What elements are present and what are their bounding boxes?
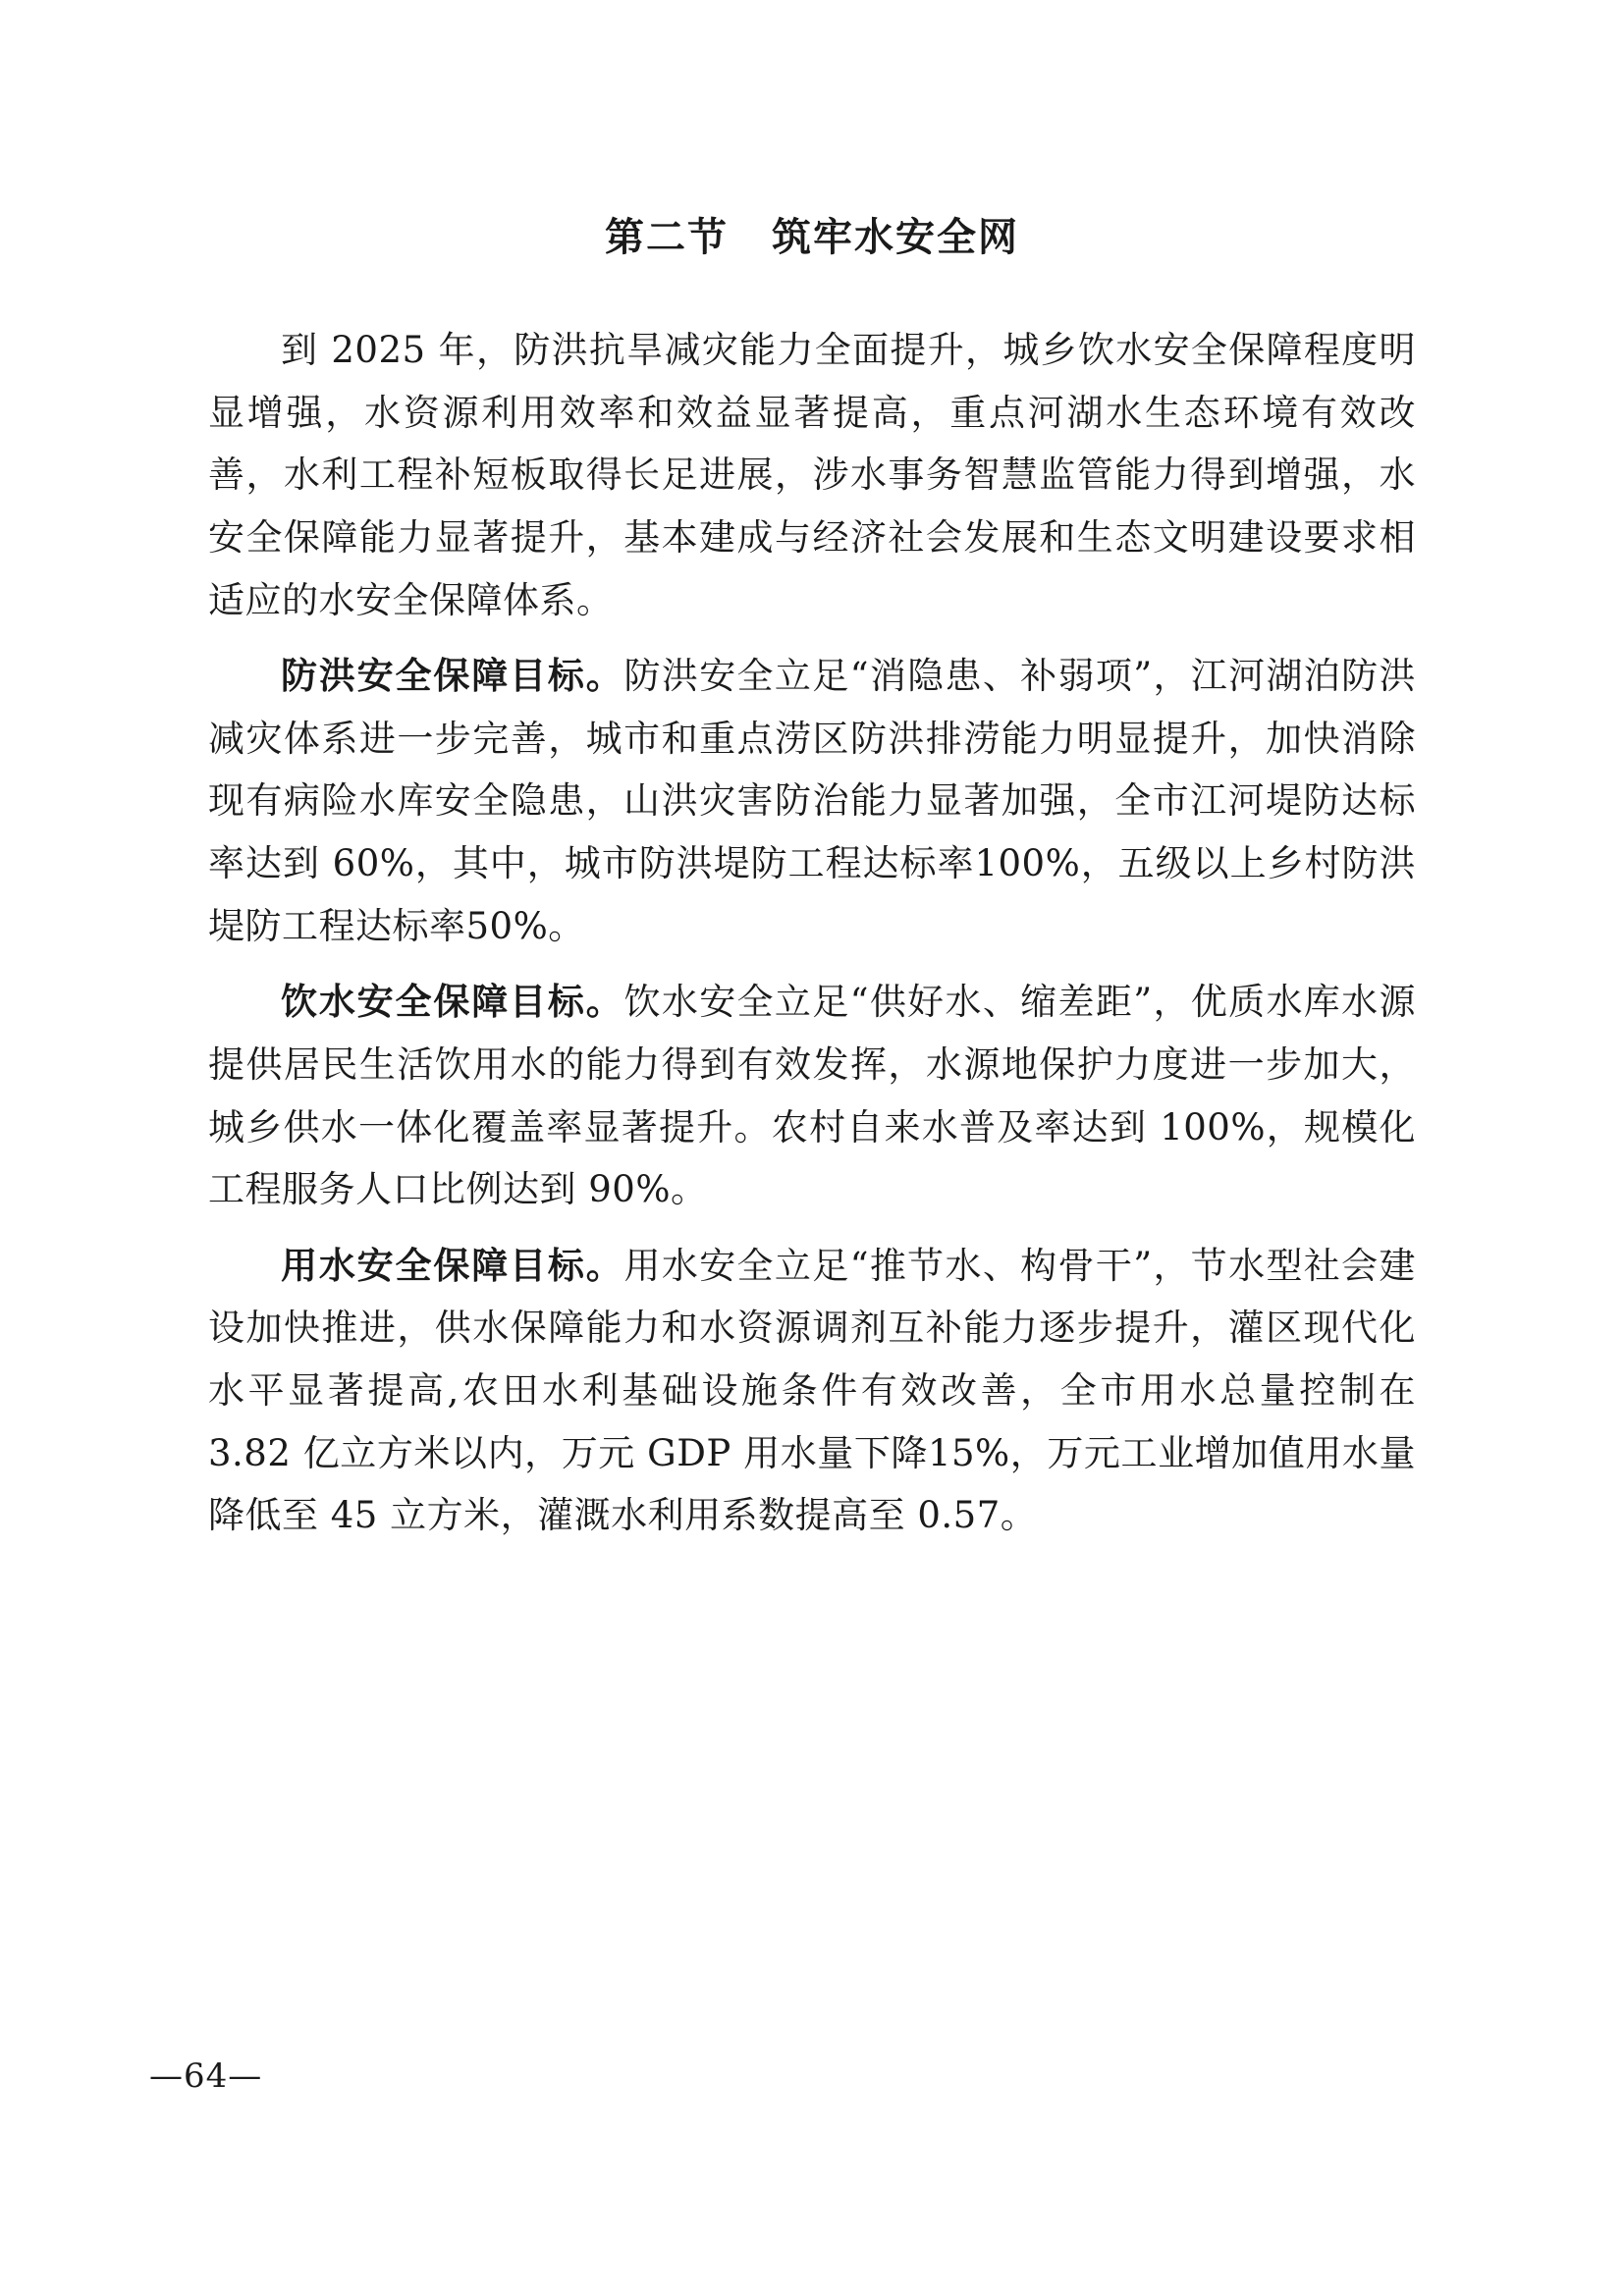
section-title-name: 筑牢水安全网 <box>772 215 1019 260</box>
paragraph-drinking-water-safety <box>208 971 1416 1221</box>
paragraph-text: 到 2025 年，防洪抗旱减灾能力全面提升，城乡饮水安全保障程度明显增强，水资源利用效率和效益显著提高，重点河湖水生态环境有效改善，水利工程补短板取得长足进展，涉水事务智慧监管能力得到增强，水安全保障能力显著提升，基本建成与经济社会发展和生态文明建设要求相适应的水安全保障体系。 <box>208 329 1416 621</box>
page-content <box>208 206 1416 1561</box>
page-number: —64— <box>149 2056 263 2096</box>
section-title-prefix: 第二节 <box>605 215 729 260</box>
paragraph-intro <box>208 319 1416 631</box>
paragraph-lead: 用水安全保障目标。 <box>281 1244 624 1287</box>
page-title <box>208 206 1416 262</box>
paragraph-text: 防洪安全立足“消隐患、补弱项”，江河湖泊防洪减灾体系进一步完善，城市和重点涝区防洪排涝能力明显提升，加快消除现有病险水库安全隐患，山洪灾害防治能力显著加强，全市江河堤防达标率达到 60%，其中，城市防洪堤防工程达标率100%，五级以上乡村防洪堤防工程达标率50%。 <box>208 655 1416 947</box>
paragraph-text: 饮水安全立足“供好水、缩差距”，优质水库水源提供居民生活饮用水的能力得到有效发挥，水源地保护力度进一步加大，城乡供水一体化覆盖率显著提升。农村自来水普及率达到 100%，规模化工程服务人口比例达到 90%。 <box>208 981 1416 1211</box>
paragraph-water-use-safety <box>208 1235 1416 1547</box>
paragraph-lead: 防洪安全保障目标。 <box>281 655 624 698</box>
paragraph-lead: 饮水安全保障目标。 <box>281 981 624 1024</box>
paragraph-text: 用水安全立足“推节水、构骨干”，节水型社会建设加快推进，供水保障能力和水资源调剂互补能力逐步提升，灌区现代化水平显著提高,农田水利基础设施条件有效改善，全市用水总量控制在 3.82 亿立方米以内，万元 GDP 用水量下降15%，万元工业增加值用水量降低至 45 立方米，灌溉水利用系数提高至 0.57。 <box>208 1244 1416 1537</box>
paragraph-flood-safety <box>208 645 1416 957</box>
